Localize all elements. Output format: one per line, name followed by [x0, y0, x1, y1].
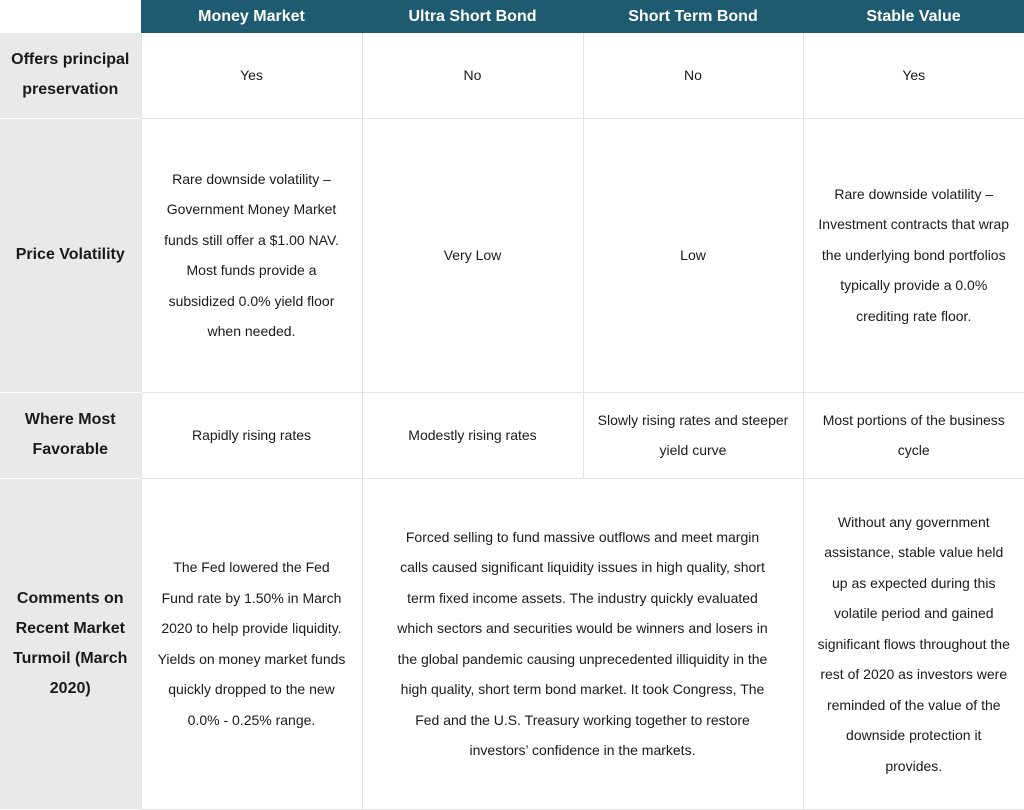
cell-short-term-favorable: Slowly rising rates and steeper yield curve: [583, 392, 803, 478]
cell-short-term-volatility: Low: [583, 118, 803, 392]
column-header-ultra-short-bond: Ultra Short Bond: [362, 0, 583, 33]
header-row: [0, 0, 1024, 33]
cell-ultra-short-volatility: Very Low: [362, 118, 583, 392]
cell-ultra-short-principal: No: [362, 33, 583, 118]
table-row: [0, 392, 1024, 478]
column-header-money-market: Money Market: [141, 0, 362, 33]
header-corner-cell: [0, 0, 141, 33]
row-label-recent-market-turmoil: Comments on Recent Market Turmoil (March 2020): [0, 478, 141, 810]
cell-ultra-short-favorable: Modestly rising rates: [362, 392, 583, 478]
row-label-principal-preservation: Offers principal preservation: [0, 33, 141, 118]
table-row: [0, 118, 1024, 392]
row-label-price-volatility: Price Volatility: [0, 118, 141, 392]
column-header-short-term-bond: Short Term Bond: [583, 0, 803, 33]
column-header-stable-value: Stable Value: [803, 0, 1024, 33]
cell-stable-value-favorable: Most portions of the business cycle: [803, 392, 1024, 478]
cell-short-term-principal: No: [583, 33, 803, 118]
cell-money-market-principal: Yes: [141, 33, 362, 118]
table-row: [0, 33, 1024, 118]
row-label-where-most-favorable: Where Most Favorable: [0, 392, 141, 478]
cell-stable-value-turmoil: Without any government assistance, stable value held up as expected during this volatile period and gained significant flows throughout the rest of 2020 as investors were reminded of the value of the downside protection it provides.: [803, 478, 1024, 810]
cell-money-market-turmoil: The Fed lowered the Fed Fund rate by 1.50% in March 2020 to help provide liquidity. Yields on money market funds quickly dropped to the new 0.0% - 0.25% range.: [141, 478, 362, 810]
cell-bond-funds-turmoil: Forced selling to fund massive outflows and meet margin calls caused significant liquidity issues in high quality, short term fixed income assets. The industry quickly evaluated which sectors and securities would be winners and losers in the global pandemic causing unprecedented illiquidity in the high quality, short term bond market. It took Congress, The Fed and the U.S. Treasury working together to restore investors’ confidence in the markets.: [362, 478, 803, 810]
cell-stable-value-principal: Yes: [803, 33, 1024, 118]
table-row: [0, 478, 1024, 810]
cell-stable-value-volatility: Rare downside volatility – Investment contracts that wrap the underlying bond portfolios typically provide a 0.0% crediting rate floor.: [803, 118, 1024, 392]
cell-money-market-volatility: Rare downside volatility – Government Money Market funds still offer a $1.00 NAV. Most funds provide a subsidized 0.0% yield floor when needed.: [141, 118, 362, 392]
cell-money-market-favorable: Rapidly rising rates: [141, 392, 362, 478]
